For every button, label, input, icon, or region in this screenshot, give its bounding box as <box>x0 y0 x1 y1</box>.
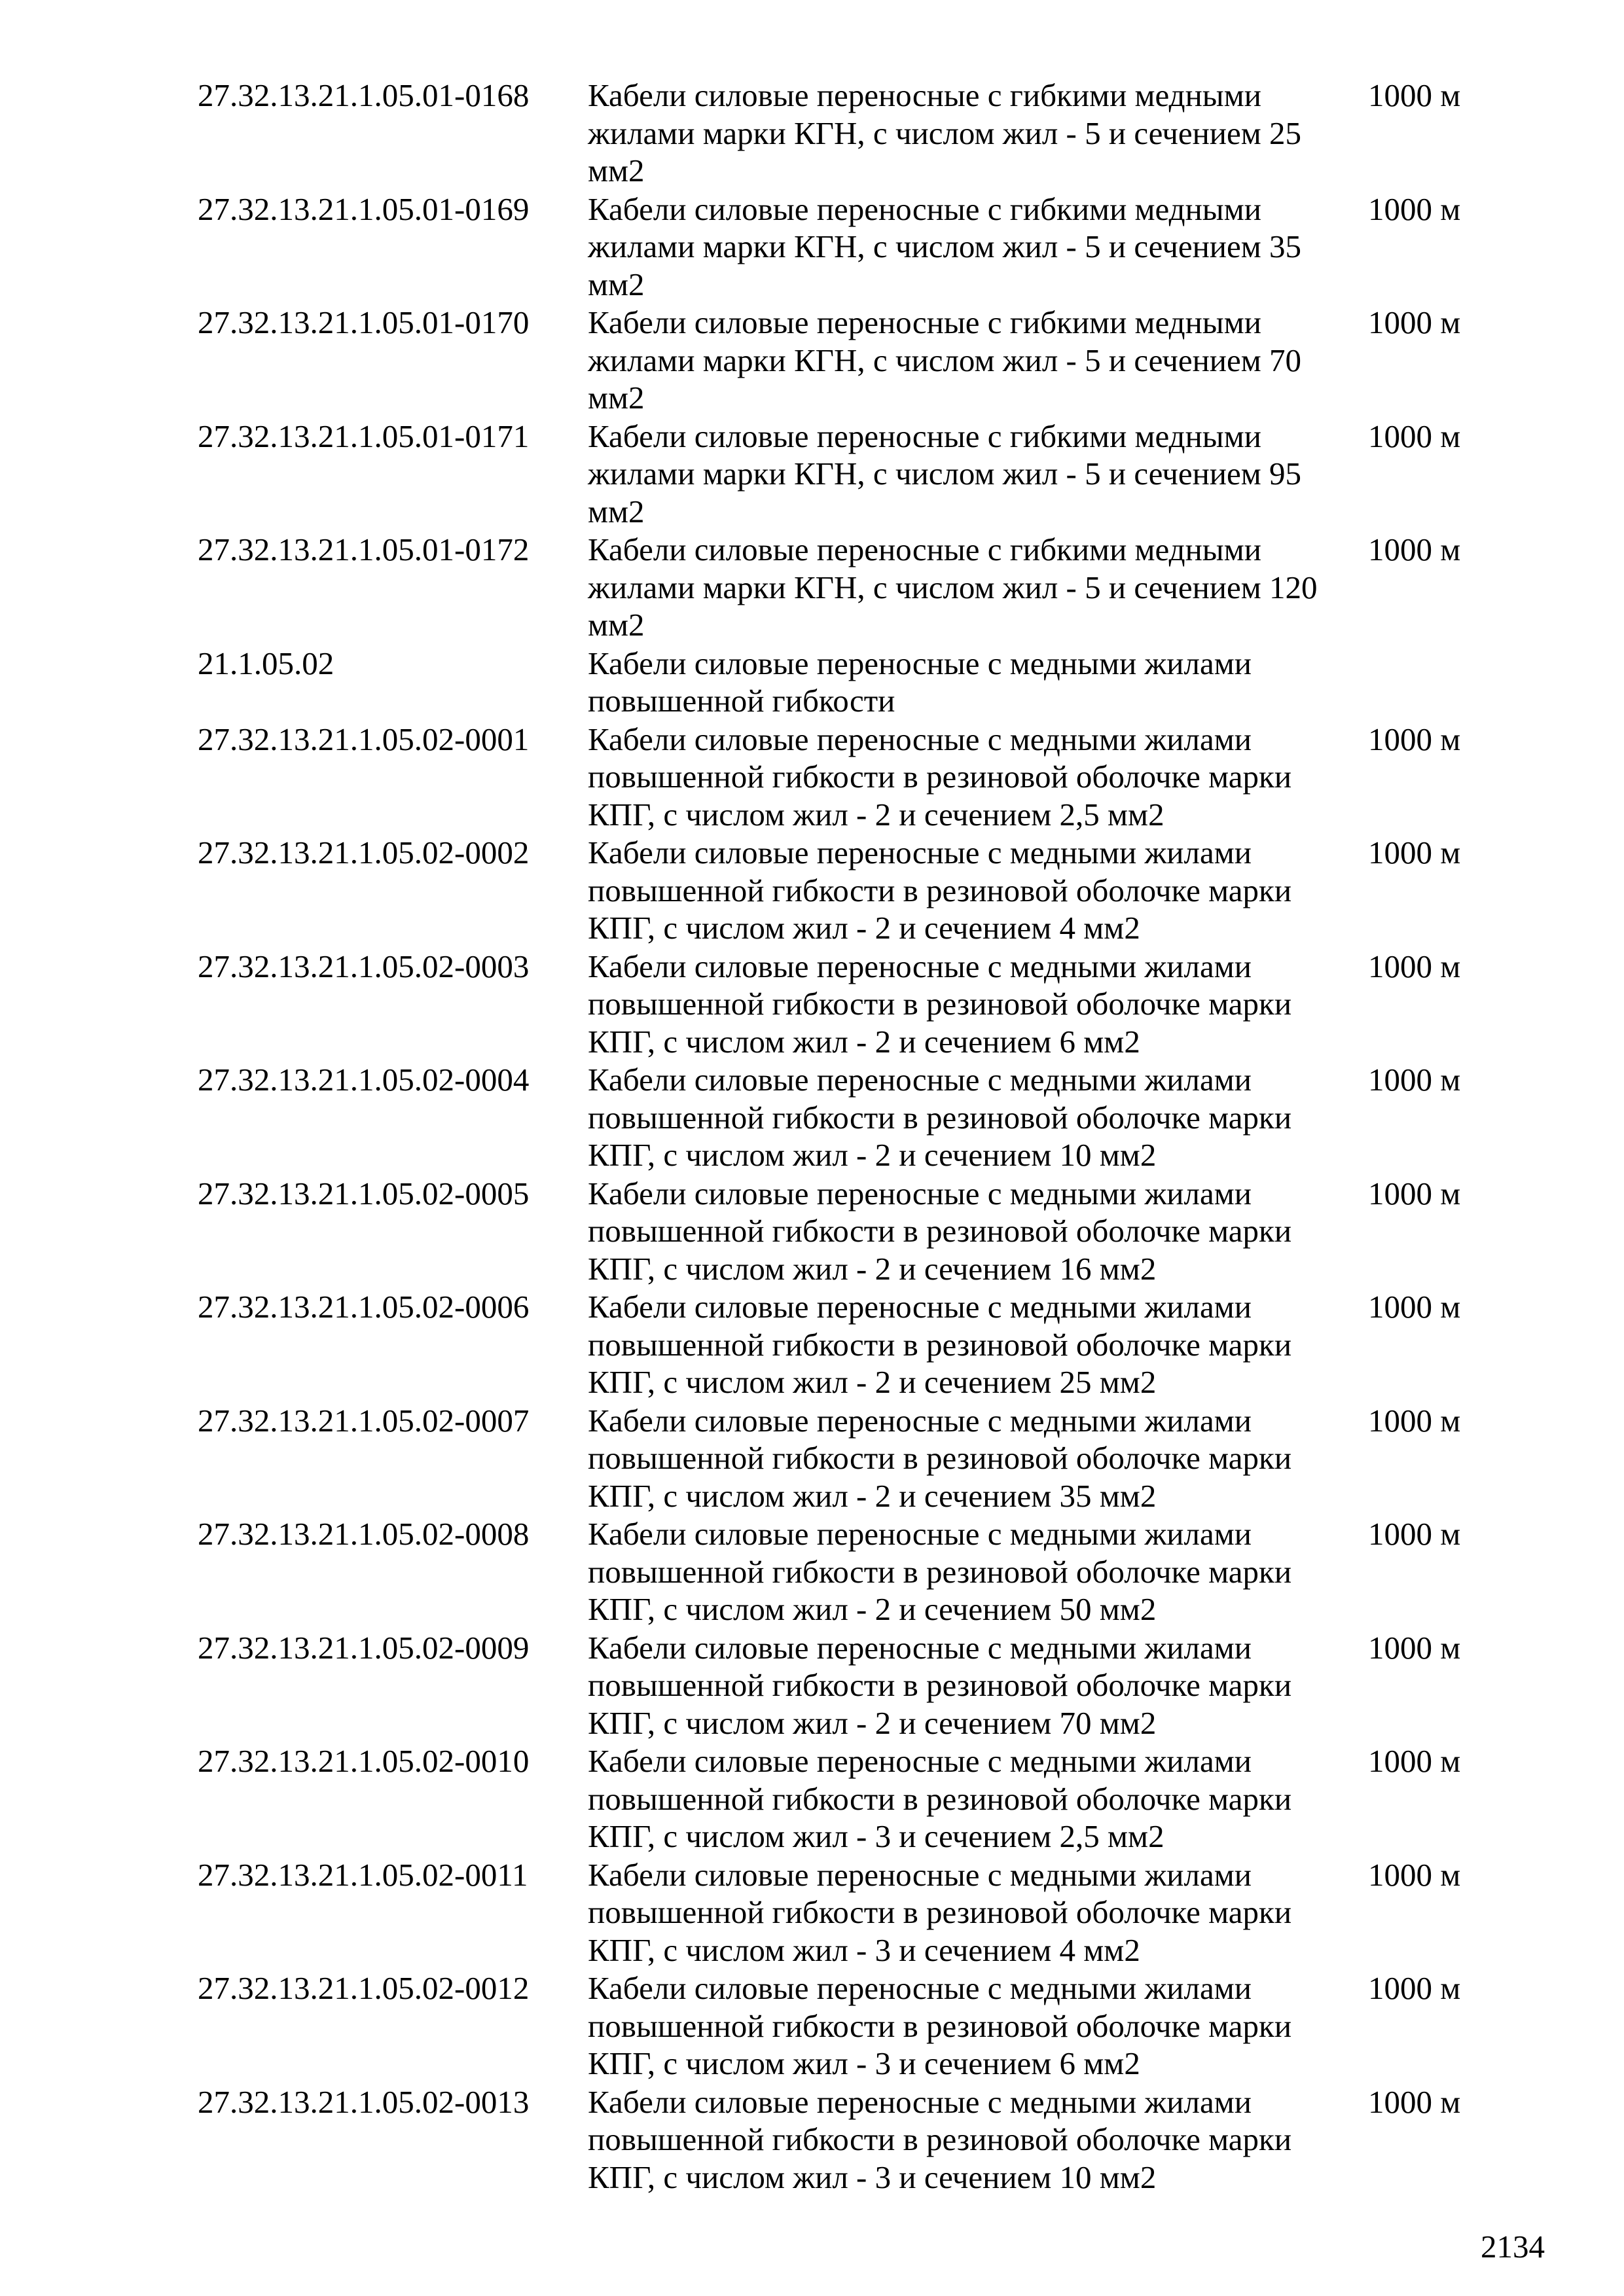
resource-name <box>588 190 1354 304</box>
resource-name <box>588 1061 1354 1174</box>
resource-name-line: Кабели силовые переносные с медными жилами <box>588 1516 1252 1552</box>
resource-name-line: Кабели силовые переносные с гибкими медными <box>588 531 1261 567</box>
resource-name-line: повышенной гибкости в резиновой оболочке марки <box>588 2121 1292 2157</box>
resource-code: 21.1.05.02 <box>198 645 334 681</box>
resource-name <box>588 2083 1354 2197</box>
resource-name-line: Кабели силовые переносные с медными жилами <box>588 1856 1252 1893</box>
table-row <box>0 1742 1624 1856</box>
table-row <box>0 304 1624 418</box>
resource-name-line: повышенной гибкости в резиновой оболочке марки <box>588 1213 1292 1249</box>
resource-name-line: КПГ, с числом жил - 2 и сечением 25 мм2 <box>588 1364 1157 1400</box>
resource-name-line: жилами марки КГН, с числом жил - 5 и сечением 35 <box>588 228 1302 264</box>
group-heading-row <box>0 645 1624 721</box>
table-row <box>0 418 1624 531</box>
unit-of-measure: 1000 м <box>1368 531 1461 567</box>
resource-name-line: Кабели силовые переносные с медными жилами <box>588 1402 1252 1439</box>
resource-code: 27.32.13.21.1.05.02-0002 <box>198 834 530 870</box>
resource-name-line: повышенной гибкости в резиновой оболочке марки <box>588 1894 1292 1930</box>
resource-name-line: жилами марки КГН, с числом жил - 5 и сечением 95 <box>588 456 1302 492</box>
resource-code: 27.32.13.21.1.05.02-0012 <box>198 1970 530 2006</box>
unit-of-measure: 1000 м <box>1368 1175 1461 1211</box>
resource-name <box>588 77 1354 190</box>
resource-code: 27.32.13.21.1.05.02-0009 <box>198 1629 530 1666</box>
resource-name-line: КПГ, с числом жил - 2 и сечением 70 мм2 <box>588 1704 1157 1741</box>
resource-name <box>588 645 1354 720</box>
resource-name-line: Кабели силовые переносные с медными жилами <box>588 1289 1252 1325</box>
resource-code: 27.32.13.21.1.05.02-0011 <box>198 1856 528 1893</box>
resource-name-line: повышенной гибкости в резиновой оболочке марки <box>588 1440 1292 1476</box>
resource-name-line: повышенной гибкости в резиновой оболочке марки <box>588 872 1292 908</box>
unit-of-measure: 1000 м <box>1368 1970 1461 2006</box>
resource-name <box>588 1856 1354 1969</box>
unit-of-measure: 1000 м <box>1368 2083 1461 2120</box>
resource-name-line: Кабели силовые переносные с медными жилами <box>588 834 1252 870</box>
table-row <box>0 834 1624 948</box>
resource-name-line: мм2 <box>588 493 645 529</box>
resource-name <box>588 418 1354 531</box>
resource-code: 27.32.13.21.1.05.02-0010 <box>198 1743 530 1779</box>
resource-name-line: жилами марки КГН, с числом жил - 5 и сечением 120 <box>588 569 1318 605</box>
resource-name <box>588 304 1354 417</box>
resource-name-line: Кабели силовые переносные с медными жилами <box>588 2083 1252 2120</box>
resource-name-line: повышенной гибкости в резиновой оболочке марки <box>588 1099 1292 1136</box>
resource-name <box>588 1515 1354 1628</box>
resource-name-line: Кабели силовые переносные с медными жилами <box>588 721 1252 757</box>
table-row <box>0 1856 1624 1970</box>
unit-of-measure: 1000 м <box>1368 1062 1461 1098</box>
resource-code: 27.32.13.21.1.05.02-0001 <box>198 721 530 757</box>
table-row <box>0 2083 1624 2197</box>
resource-name-line: Кабели силовые переносные с медными жилами <box>588 645 1252 681</box>
resource-name-line: мм2 <box>588 152 645 188</box>
unit-of-measure: 1000 м <box>1368 304 1461 340</box>
resource-name <box>588 531 1354 644</box>
resource-name <box>588 1629 1354 1742</box>
resource-name-line: жилами марки КГН, с числом жил - 5 и сечением 70 <box>588 342 1302 378</box>
resource-name-line: КПГ, с числом жил - 3 и сечением 2,5 мм2 <box>588 1818 1164 1854</box>
unit-of-measure: 1000 м <box>1368 1402 1461 1439</box>
page-number: 2134 <box>1481 2229 1545 2265</box>
resource-name-line: повышенной гибкости <box>588 683 895 719</box>
resource-code: 27.32.13.21.1.05.02-0008 <box>198 1516 530 1552</box>
resource-code: 27.32.13.21.1.05.02-0013 <box>198 2083 530 2120</box>
resource-name-line: повышенной гибкости в резиновой оболочке марки <box>588 1667 1292 1703</box>
unit-of-measure: 1000 м <box>1368 418 1461 454</box>
resource-name-line: повышенной гибкости в резиновой оболочке марки <box>588 2007 1292 2044</box>
resource-name-line: повышенной гибкости в резиновой оболочке марки <box>588 759 1292 795</box>
table-row <box>0 190 1624 304</box>
resource-name-line: Кабели силовые переносные с медными жилами <box>588 1629 1252 1666</box>
resource-name-line: КПГ, с числом жил - 3 и сечением 4 мм2 <box>588 1931 1140 1968</box>
resource-code: 27.32.13.21.1.05.01-0169 <box>198 190 530 227</box>
resource-table <box>0 77 1624 2197</box>
resource-name <box>588 1288 1354 1401</box>
resource-code: 27.32.13.21.1.05.02-0004 <box>198 1062 530 1098</box>
table-row <box>0 1629 1624 1743</box>
resource-code: 27.32.13.21.1.05.01-0172 <box>198 531 530 567</box>
resource-name <box>588 1175 1354 1288</box>
resource-code: 27.32.13.21.1.05.02-0006 <box>198 1289 530 1325</box>
resource-name-line: КПГ, с числом жил - 3 и сечением 6 мм2 <box>588 2045 1140 2081</box>
unit-of-measure: 1000 м <box>1368 1743 1461 1779</box>
resource-name-line: повышенной гибкости в резиновой оболочке марки <box>588 1780 1292 1817</box>
resource-name-line: КПГ, с числом жил - 2 и сечением 6 мм2 <box>588 1023 1140 1060</box>
table-row <box>0 1402 1624 1516</box>
resource-name-line: Кабели силовые переносные с медными жилами <box>588 1970 1252 2006</box>
resource-name-line: КПГ, с числом жил - 2 и сечением 16 мм2 <box>588 1250 1157 1287</box>
table-row <box>0 1175 1624 1289</box>
table-row <box>0 948 1624 1062</box>
unit-of-measure: 1000 м <box>1368 721 1461 757</box>
resource-name-line: КПГ, с числом жил - 2 и сечением 35 мм2 <box>588 1477 1157 1514</box>
unit-of-measure: 1000 м <box>1368 1629 1461 1666</box>
resource-name-line: повышенной гибкости в резиновой оболочке марки <box>588 1326 1292 1363</box>
unit-of-measure: 1000 м <box>1368 77 1461 113</box>
resource-name-line: КПГ, с числом жил - 2 и сечением 10 мм2 <box>588 1137 1157 1173</box>
resource-name-line: Кабели силовые переносные с медными жилами <box>588 1743 1252 1779</box>
resource-name-line: КПГ, с числом жил - 2 и сечением 50 мм2 <box>588 1591 1157 1627</box>
resource-code: 27.32.13.21.1.05.01-0171 <box>198 418 530 454</box>
resource-name-line: Кабели силовые переносные с гибкими медными <box>588 418 1261 454</box>
resource-name-line: мм2 <box>588 607 645 643</box>
resource-name-line: Кабели силовые переносные с гибкими медными <box>588 190 1261 227</box>
resource-name-line: мм2 <box>588 380 645 416</box>
table-row <box>0 721 1624 834</box>
resource-name <box>588 948 1354 1061</box>
resource-name <box>588 1742 1354 1856</box>
table-row <box>0 1061 1624 1175</box>
resource-code: 27.32.13.21.1.05.02-0003 <box>198 948 530 984</box>
resource-name-line: повышенной гибкости в резиновой оболочке марки <box>588 986 1292 1022</box>
unit-of-measure: 1000 м <box>1368 1289 1461 1325</box>
resource-name-line: жилами марки КГН, с числом жил - 5 и сечением 25 <box>588 115 1302 151</box>
resource-name-line: КПГ, с числом жил - 3 и сечением 10 мм2 <box>588 2159 1157 2195</box>
table-row <box>0 531 1624 645</box>
table-row <box>0 1288 1624 1402</box>
resource-code: 27.32.13.21.1.05.02-0005 <box>198 1175 530 1211</box>
resource-code: 27.32.13.21.1.05.02-0007 <box>198 1402 530 1439</box>
resource-name-line: Кабели силовые переносные с медными жилами <box>588 1175 1252 1211</box>
resource-name-line: Кабели силовые переносные с медными жилами <box>588 948 1252 984</box>
resource-name <box>588 1969 1354 2083</box>
table-row <box>0 1515 1624 1629</box>
resource-name-line: повышенной гибкости в резиновой оболочке марки <box>588 1553 1292 1590</box>
resource-name-line: КПГ, с числом жил - 2 и сечением 2,5 мм2 <box>588 796 1164 833</box>
resource-code: 27.32.13.21.1.05.01-0170 <box>198 304 530 340</box>
resource-name-line: Кабели силовые переносные с гибкими медными <box>588 77 1261 113</box>
resource-code: 27.32.13.21.1.05.01-0168 <box>198 77 530 113</box>
table-row <box>0 77 1624 190</box>
resource-name-line: КПГ, с числом жил - 2 и сечением 4 мм2 <box>588 910 1140 946</box>
unit-of-measure: 1000 м <box>1368 948 1461 984</box>
resource-name <box>588 721 1354 834</box>
resource-name-line: Кабели силовые переносные с гибкими медными <box>588 304 1261 340</box>
unit-of-measure: 1000 м <box>1368 834 1461 870</box>
unit-of-measure: 1000 м <box>1368 1516 1461 1552</box>
unit-of-measure: 1000 м <box>1368 190 1461 227</box>
unit-of-measure: 1000 м <box>1368 1856 1461 1893</box>
resource-name-line: мм2 <box>588 266 645 302</box>
resource-name <box>588 834 1354 947</box>
resource-name <box>588 1402 1354 1515</box>
table-row <box>0 1969 1624 2083</box>
resource-name-line: Кабели силовые переносные с медными жилами <box>588 1062 1252 1098</box>
